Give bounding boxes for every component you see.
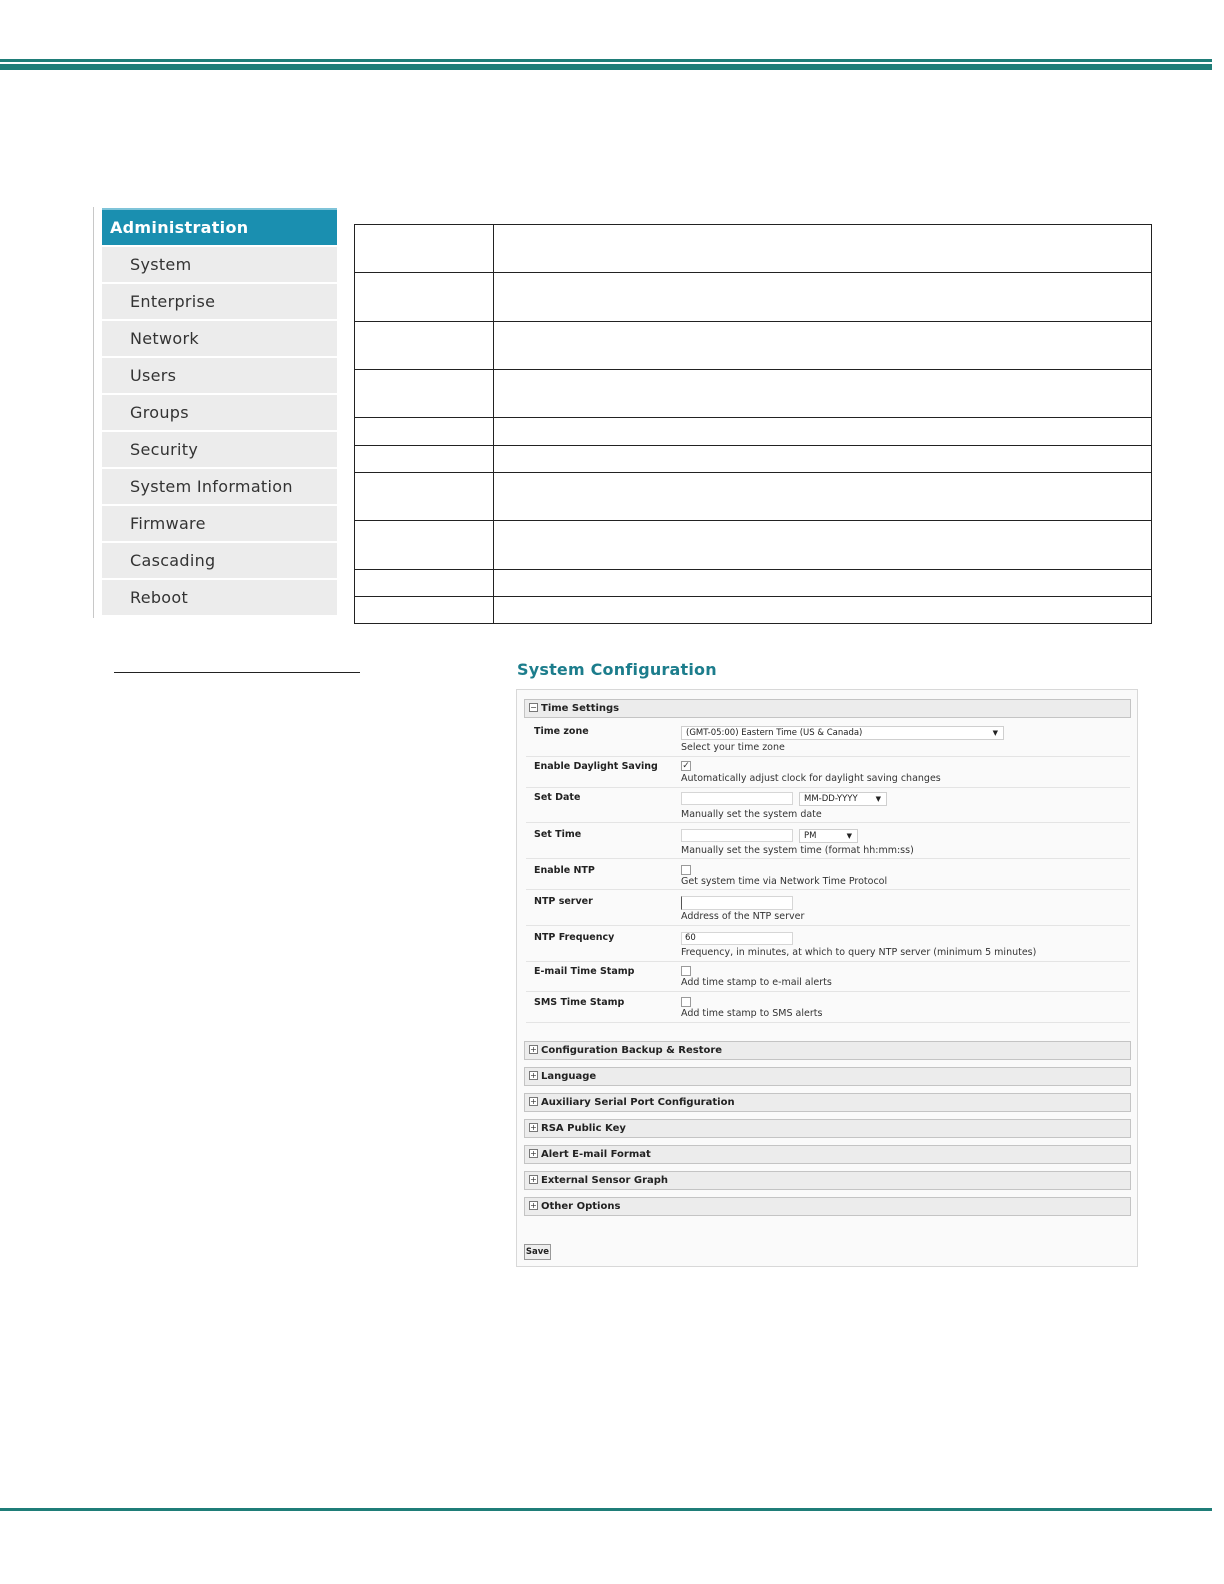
- sms-time-stamp-hint: Add time stamp to SMS alerts: [681, 1008, 823, 1019]
- ampm-select[interactable]: [799, 829, 858, 843]
- menu-item-firmware[interactable]: Firmware: [102, 506, 337, 541]
- expand-icon[interactable]: +: [530, 1071, 537, 1080]
- timezone-select[interactable]: [681, 726, 1004, 740]
- table-cell: [355, 225, 494, 273]
- chevron-down-icon: ▼: [992, 729, 998, 737]
- section-title: RSA Public Key: [541, 1123, 626, 1134]
- chevron-down-icon: ▼: [875, 795, 881, 803]
- section-other-options[interactable]: [524, 1197, 1131, 1216]
- set-date-hint: Manually set the system date: [681, 809, 822, 820]
- administration-menu: [93, 207, 337, 618]
- ntp-server-hint: Address of the NTP server: [681, 911, 805, 922]
- set-time-row: [526, 823, 1130, 859]
- timezone-label: Time zone: [534, 726, 589, 737]
- table-cell: [494, 521, 1152, 569]
- section-title: Language: [541, 1071, 597, 1082]
- email-time-stamp-label: E-mail Time Stamp: [534, 966, 635, 977]
- set-time-input[interactable]: [681, 829, 793, 842]
- section-title: Configuration Backup & Restore: [541, 1045, 723, 1056]
- table-cell: [494, 225, 1152, 273]
- collapse-icon[interactable]: −: [530, 703, 537, 712]
- menu-item-groups[interactable]: Groups: [102, 395, 337, 430]
- email-time-stamp-row: [526, 962, 1130, 992]
- menu-item-enterprise[interactable]: Enterprise: [102, 284, 337, 319]
- set-date-input[interactable]: [681, 792, 793, 805]
- time-settings-header[interactable]: [524, 699, 1131, 718]
- sms-time-stamp-checkbox[interactable]: [681, 997, 691, 1007]
- table-cell: [494, 445, 1152, 472]
- sms-time-stamp-row: [526, 992, 1130, 1023]
- table-cell: [355, 370, 494, 418]
- table-cell: [355, 273, 494, 321]
- expand-icon[interactable]: +: [530, 1045, 537, 1054]
- set-date-label: Set Date: [534, 792, 581, 803]
- enable-ntp-row: [526, 859, 1130, 890]
- table-cell: [494, 418, 1152, 445]
- email-time-stamp-hint: Add time stamp to e-mail alerts: [681, 977, 832, 988]
- footer-rule: [0, 1508, 1212, 1511]
- table-cell: [494, 273, 1152, 321]
- table-cell: [494, 596, 1152, 623]
- header-rule-top: [0, 59, 1212, 62]
- table-cell: [494, 370, 1152, 418]
- ntp-server-row: [526, 890, 1130, 926]
- table-cell: [355, 596, 494, 623]
- table-cell: [355, 521, 494, 569]
- save-button[interactable]: Save: [524, 1244, 551, 1260]
- menu-item-cascading[interactable]: Cascading: [102, 543, 337, 578]
- section-external-sensor-graph[interactable]: [524, 1171, 1131, 1190]
- ntp-frequency-label: NTP Frequency: [534, 932, 615, 943]
- table-cell: [494, 321, 1152, 369]
- set-time-hint: Manually set the system time (format hh:mm:ss): [681, 845, 914, 856]
- expand-icon[interactable]: +: [530, 1201, 537, 1210]
- enable-ntp-label: Enable NTP: [534, 865, 595, 876]
- table-cell: [355, 321, 494, 369]
- section-title: Auxiliary Serial Port Configuration: [541, 1097, 735, 1108]
- timezone-row: [526, 722, 1130, 757]
- table-cell: [494, 569, 1152, 596]
- section-language[interactable]: [524, 1067, 1131, 1086]
- table-cell: [355, 569, 494, 596]
- expand-icon[interactable]: +: [530, 1175, 537, 1184]
- sms-time-stamp-label: SMS Time Stamp: [534, 997, 625, 1008]
- table-cell: [355, 472, 494, 520]
- expand-icon[interactable]: +: [530, 1149, 537, 1158]
- timezone-value: (GMT-05:00) Eastern Time (US & Canada): [686, 728, 863, 738]
- menu-item-reboot[interactable]: Reboot: [102, 580, 337, 615]
- menu-item-network[interactable]: Network: [102, 321, 337, 356]
- daylight-saving-label: Enable Daylight Saving: [534, 761, 658, 772]
- date-format-select[interactable]: [799, 792, 887, 806]
- menu-item-users[interactable]: Users: [102, 358, 337, 393]
- system-configuration-title: System Configuration: [517, 660, 717, 679]
- section-title: External Sensor Graph: [541, 1175, 669, 1186]
- expand-icon[interactable]: +: [530, 1123, 537, 1132]
- ntp-frequency-row: [526, 926, 1130, 962]
- set-date-row: [526, 788, 1130, 823]
- daylight-saving-checkbox[interactable]: ✓: [682, 761, 690, 771]
- ntp-server-input[interactable]: [681, 896, 793, 910]
- section-title: Alert E-mail Format: [541, 1149, 651, 1160]
- menu-item-security[interactable]: Security: [102, 432, 337, 467]
- expand-icon[interactable]: +: [530, 1097, 537, 1106]
- section-configuration-backup-restore[interactable]: [524, 1041, 1131, 1060]
- ntp-frequency-input[interactable]: 60: [681, 932, 793, 945]
- section-title: Other Options: [541, 1201, 621, 1212]
- ampm-value: PM: [804, 831, 817, 841]
- menu-item-system[interactable]: System: [102, 247, 337, 282]
- ntp-server-label: NTP server: [534, 896, 593, 907]
- section-rsa-public-key[interactable]: [524, 1119, 1131, 1138]
- section-title: Time Settings: [541, 703, 620, 714]
- menu-item-system-information[interactable]: System Information: [102, 469, 337, 504]
- enable-ntp-checkbox[interactable]: [681, 865, 691, 875]
- email-time-stamp-checkbox[interactable]: [681, 966, 691, 976]
- heading-underline: [114, 672, 360, 673]
- timezone-hint: Select your time zone: [681, 742, 785, 753]
- enable-ntp-hint: Get system time via Network Time Protocol: [681, 876, 888, 887]
- chevron-down-icon: ▼: [846, 832, 852, 840]
- table-cell: [355, 445, 494, 472]
- daylight-saving-row: [526, 757, 1130, 788]
- section-alert-email-format[interactable]: [524, 1145, 1131, 1164]
- section-auxiliary-serial-port[interactable]: [524, 1093, 1131, 1112]
- set-time-label: Set Time: [534, 829, 582, 840]
- ntp-frequency-hint: Frequency, in minutes, at which to query NTP server (minimum 5 minutes): [681, 947, 1037, 958]
- table-cell: [355, 418, 494, 445]
- table-cell: [494, 472, 1152, 520]
- header-rule-bottom: [0, 64, 1212, 70]
- date-format-value: MM-DD-YYYY: [804, 794, 858, 804]
- menu-description-table: [354, 224, 1152, 624]
- daylight-saving-hint: Automatically adjust clock for daylight saving changes: [681, 773, 941, 784]
- administration-menu-title: Administration: [102, 208, 337, 245]
